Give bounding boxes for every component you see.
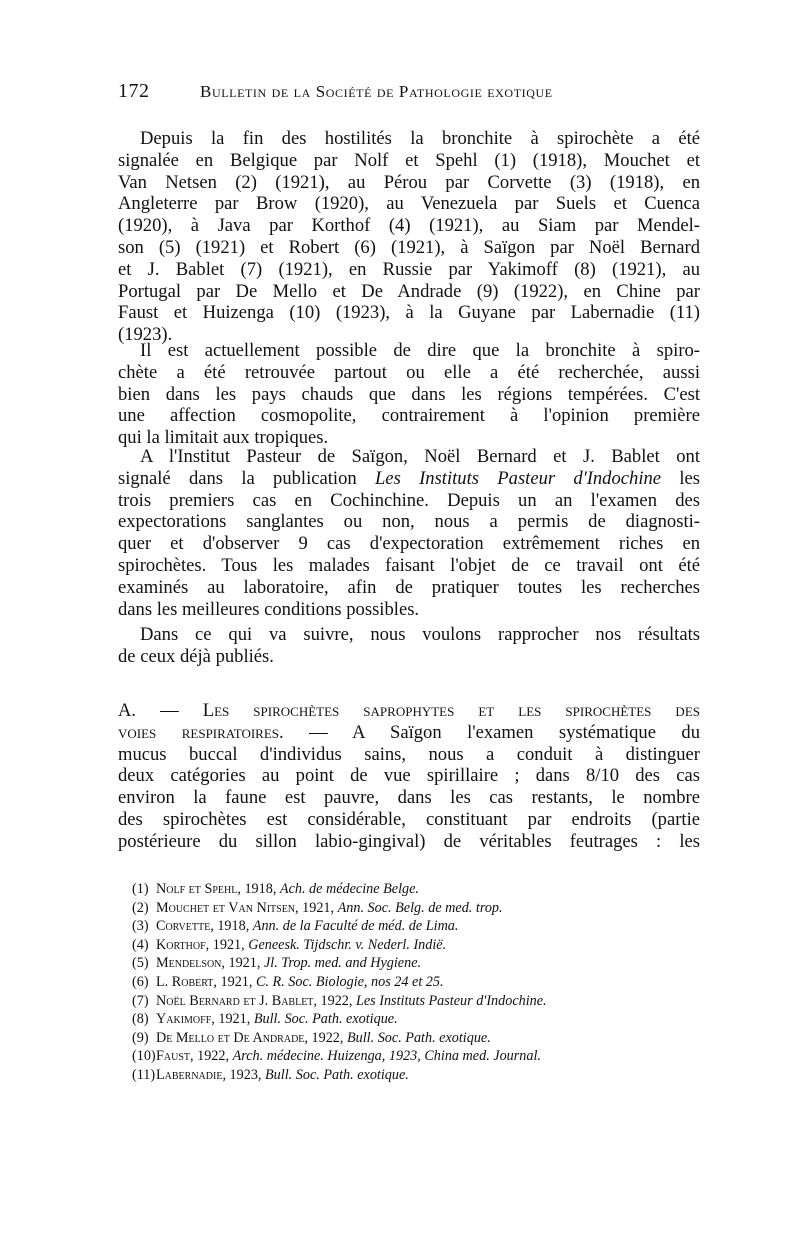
footnote-source: C. R. Soc. Biologie, nos 24 et 25.: [255, 973, 444, 990]
footnote: [132, 936, 702, 955]
text-line: Depuis la fin des hostilités la bronchite à spirochète a été: [140, 128, 700, 149]
text-line: bien dans les pays chauds que dans les régions tempérées. C'est: [118, 383, 700, 405]
text-line: examinés au laboratoire, afin de pratiquer toutes les recherches: [118, 576, 700, 598]
footnote: [132, 880, 702, 899]
footnote-author: Korthof,: [156, 936, 210, 953]
text-line: Faust et Huizenga (10) (1923), à la Guyane par Labernadie (11): [118, 302, 700, 324]
footnote: [132, 973, 702, 992]
running-title: Bulletin de la Société de Pathologie exotique: [200, 82, 553, 101]
text-line: Angleterre par Brow (1920), au Venezuela par Suels et Cuenca: [118, 193, 700, 215]
footnote-year: 1923,: [226, 1066, 266, 1083]
page-header: [118, 80, 698, 106]
footnote-number: (6): [132, 973, 149, 990]
footnote-number: (5): [132, 955, 149, 972]
footnote-number: (2): [132, 899, 149, 916]
section-a: [118, 700, 700, 853]
text-line: Il est actuellement possible de dire que la bronchite à spiro-: [140, 340, 700, 361]
footnote-year: 1918,: [240, 881, 280, 897]
footnote-source: Bull. Soc. Path. exotique.: [265, 1066, 409, 1083]
footnote-number: (9): [132, 1029, 149, 1046]
text-line: de ceux déjà publiés.: [118, 645, 274, 667]
footnote-author: Mouchet et Van Nitsen,: [156, 899, 299, 916]
text-line: quer et d'observer 9 cas d'expectoration extrêmement riches en: [118, 533, 700, 555]
footnote-source: Geneesk. Tijdschr. v. Nederl. Indië.: [248, 936, 447, 953]
footnotes: [132, 880, 702, 1085]
text-line: postérieure du sillon labio-gingival) de véritables feutrages : les: [118, 830, 700, 852]
footnote-number: (4): [132, 936, 149, 953]
italic-journal-title: Les Instituts Pasteur d'Indochine: [374, 467, 662, 489]
footnote-author: L. Robert,: [156, 973, 217, 990]
text-line: et J. Bablet (7) (1921), en Russie par Yakimoff (8) (1921), au: [118, 258, 700, 280]
footnote: [132, 917, 702, 936]
footnote: [132, 899, 702, 918]
page-number: 172: [118, 80, 150, 102]
paragraph-2: [118, 340, 700, 449]
footnote: [132, 1029, 702, 1048]
footnote-number: (8): [132, 1011, 149, 1028]
footnote-author: Noël Bernard et J. Bablet,: [156, 992, 317, 1009]
footnote-number: (10): [132, 1048, 156, 1065]
footnote-author: Mendelson,: [156, 955, 225, 972]
text-line: Van Netsen (2) (1921), au Pérou par Corvette (3) (1918), en: [118, 171, 700, 193]
text-line: dans les meilleures conditions possibles.: [118, 598, 420, 620]
paragraph-1: [118, 128, 700, 346]
text-line: deux catégories au point de vue spirillaire ; dans 8/10 des cas: [118, 765, 700, 787]
text-line: trois premiers cas en Cochinchine. Depuis un an l'examen des: [118, 489, 700, 511]
footnote-source: Bull. Soc. Path. exotique.: [253, 1011, 398, 1028]
text-line: environ la faune est pauvre, dans les cas restants, le nombre: [118, 787, 700, 809]
paragraph-4: [118, 624, 700, 668]
footnote-author: Labernadie,: [156, 1066, 226, 1083]
footnote-year: 1922,: [307, 1029, 347, 1046]
footnote-author: De Mello et De Andrade,: [156, 1029, 308, 1046]
text-line: spirochètes. Tous les malades faisant l'objet de ce travail ont été: [118, 554, 700, 576]
footnote-number: (1): [132, 881, 149, 897]
text-line-with-italic: [118, 468, 700, 490]
footnote-source: Les Instituts Pasteur d'Indochine.: [355, 992, 547, 1009]
footnote-year: 1921,: [298, 899, 338, 916]
text-run: signalé dans la publication: [118, 467, 375, 489]
footnote-author: Nolf et Spehl,: [156, 881, 241, 897]
text-line: Dans ce qui va suivre, nous voulons rapprocher nos résultats: [140, 624, 700, 645]
text-line: (1920), à Java par Korthof (4) (1921), au Siam par Mendel-: [118, 215, 700, 237]
text-run: les: [661, 467, 700, 489]
footnote-source: Jl. Trop. med. and Hygiene.: [263, 955, 422, 972]
text-line: signalée en Belgique par Nolf et Spehl (1) (1918), Mouchet et: [118, 149, 700, 171]
footnote-source: Ann. Soc. Belg. de med. trop.: [337, 899, 503, 916]
footnote-author: Faust,: [156, 1048, 194, 1065]
footnote-source: Bull. Soc. Path. exotique.: [346, 1029, 491, 1046]
footnote-year: 1922,: [193, 1048, 233, 1065]
footnote-year: 1921,: [214, 1011, 254, 1028]
text-line: chète a été retrouvée partout ou elle a été recherchée, aussi: [118, 361, 700, 383]
text-line: expectorations sanglantes ou non, nous a permis de diagnosti-: [118, 511, 700, 533]
footnote-source: Ach. de médecine Belge.: [279, 881, 419, 897]
text-line: mucus buccal d'individus sains, nous a conduit à distinguer: [118, 743, 700, 765]
footnote-year: 1918,: [213, 918, 253, 935]
section-heading-cont: voies respiratoires.: [118, 721, 284, 743]
text-line: A l'Institut Pasteur de Saïgon, Noël Bernard et J. Bablet ont: [140, 446, 700, 467]
footnote: [132, 1010, 702, 1029]
footnote-author: Yakimoff,: [156, 1011, 215, 1028]
text-line: [118, 722, 700, 744]
footnote: [132, 1066, 702, 1085]
footnote-source: Ann. de la Faculté de méd. de Lima.: [252, 918, 459, 935]
text-line: une affection cosmopolite, contrairement à l'opinion première: [118, 405, 700, 427]
footnote-number: (11): [132, 1066, 156, 1083]
footnote-number: (3): [132, 918, 149, 935]
text-line: (1923).: [118, 324, 173, 346]
footnote: [132, 1047, 702, 1066]
text-line: qui la limitait aux tropiques.: [118, 427, 329, 449]
paragraph-3: [118, 446, 700, 620]
text-run: — A Saïgon l'examen systématique du: [283, 721, 700, 743]
text-line: son (5) (1921) et Robert (6) (1921), à Saïgon par Noël Bernard: [118, 236, 700, 258]
text-line: des spirochètes est considérable, constituant par endroits (partie: [118, 808, 700, 830]
footnote: [132, 992, 702, 1011]
footnote-author: Corvette,: [156, 918, 214, 935]
footnote-year: 1921,: [224, 955, 264, 972]
text-line: Portugal par De Mello et De Andrade (9) (1922), en Chine par: [118, 280, 700, 302]
section-heading: A. — Les spirochètes saprophytes et les spirochètes des: [118, 700, 700, 721]
footnote-year: 1921,: [216, 973, 256, 990]
footnote-year: 1921,: [209, 936, 249, 953]
footnote: [132, 954, 702, 973]
footnote-year: 1922,: [316, 992, 356, 1009]
footnote-source: Arch. médecine. Huizenga, 1923, China med. Journal.: [232, 1048, 541, 1065]
footnote-number: (7): [132, 992, 149, 1009]
